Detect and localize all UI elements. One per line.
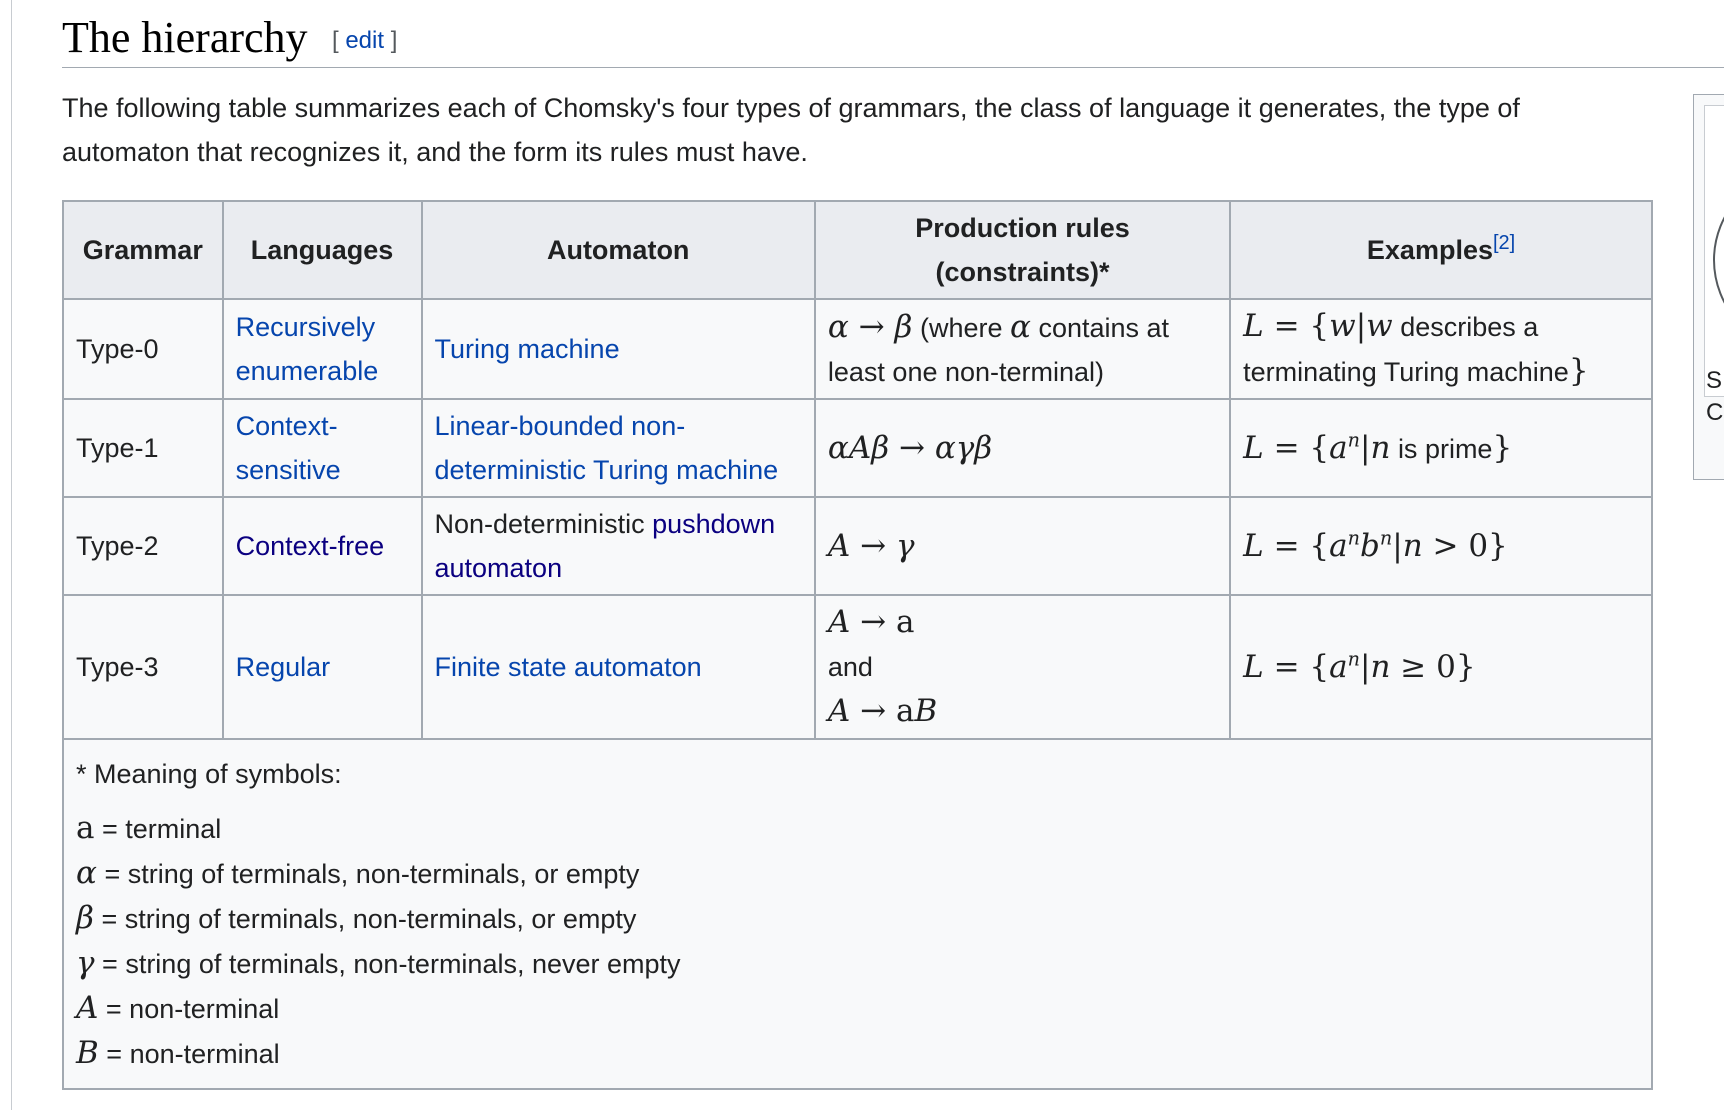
rule-math: αAβ → αγβ	[827, 429, 993, 466]
section-heading	[62, 12, 1724, 68]
sidebar-infobox	[1693, 94, 1724, 480]
legend-cell	[63, 739, 1652, 1089]
legend-item	[76, 896, 1639, 941]
grammar-cell: Type-1	[63, 399, 223, 497]
legend-item	[76, 941, 1639, 986]
chomsky-hierarchy-table	[62, 200, 1653, 1090]
symbol-a: a	[76, 810, 95, 846]
example-text: describes a terminating Turing machine	[1243, 312, 1569, 387]
example-cell	[1230, 399, 1652, 497]
rule-math-1: A → a	[827, 604, 915, 640]
reference-2-link[interactable]: [2]	[1492, 232, 1516, 254]
header-production-rules	[815, 201, 1230, 299]
automaton-link[interactable]: Linear-bounded non-deterministic Turing machine	[434, 411, 779, 485]
legend-title: * Meaning of symbols:	[76, 759, 342, 789]
legend-row	[63, 739, 1652, 1089]
venn-diagram-icon	[1713, 168, 1724, 352]
symbol-A: A	[76, 990, 99, 1026]
example-math-close: }	[1568, 353, 1589, 389]
rule-text-1: (where	[919, 312, 1003, 343]
example-cell	[1230, 299, 1652, 399]
language-link[interactable]: Recursively enumerable	[223, 299, 422, 399]
rule-text-2: contains at least one non-terminal)	[827, 312, 1170, 387]
automaton-cell	[422, 595, 815, 739]
grammar-cell: Type-3	[63, 595, 223, 739]
legend-item	[76, 806, 1639, 851]
automaton-link[interactable]: pushdown automaton	[434, 509, 776, 583]
rule-math-2: A → aB	[827, 693, 938, 729]
production-rule-cell	[815, 299, 1230, 399]
language-link[interactable]: Context-sensitive	[223, 399, 422, 497]
example-cell	[1230, 497, 1652, 595]
automaton-cell	[422, 497, 815, 595]
example-math-close: }	[1492, 429, 1513, 466]
table-row	[63, 497, 1652, 595]
rule-math: A → γ	[827, 527, 915, 564]
legend-text: = non-terminal	[105, 994, 280, 1024]
infobox-caption-1: S	[1706, 367, 1723, 394]
header-examples-label: Examples	[1366, 235, 1493, 265]
example-math-open: $L = \{a^n|n$	[1243, 428, 1391, 466]
production-rule-cell	[815, 497, 1230, 595]
header-languages: Languages	[223, 201, 422, 299]
header-examples	[1230, 201, 1652, 299]
language-link[interactable]: Context-free	[223, 497, 422, 595]
automaton-link[interactable]: Turing machine	[434, 334, 620, 364]
rule-math: α → β	[827, 308, 913, 345]
example-cell	[1230, 595, 1652, 739]
example-text: is prime	[1397, 433, 1493, 464]
symbol-gamma: γ	[76, 945, 95, 981]
automaton-link[interactable]: Finite state automaton	[434, 652, 702, 682]
edit-bracket-close: ]	[390, 27, 398, 54]
language-link[interactable]: Regular	[223, 595, 422, 739]
table-row	[63, 399, 1652, 497]
table-header-row	[63, 201, 1652, 299]
infobox-image[interactable]	[1704, 105, 1724, 397]
legend-text: = string of terminals, non-terminals, or empty	[101, 904, 637, 934]
legend-text: = string of terminals, non-terminals, never empty	[102, 949, 681, 979]
symbol-B: B	[76, 1035, 99, 1071]
grammar-cell: Type-0	[63, 299, 223, 399]
legend-item	[76, 986, 1639, 1031]
edit-link[interactable]: edit	[345, 27, 385, 54]
infobox-caption-2: C	[1706, 399, 1724, 426]
legend-item	[76, 1031, 1639, 1076]
example-math-open: L = {w|w	[1243, 308, 1393, 344]
symbol-beta: β	[76, 900, 94, 936]
intro-paragraph: The following table summarizes each of Chomsky's four types of grammars, the class of language it generates, the type of automaton that recognizes it, and the form its rules must have.	[62, 93, 1520, 167]
rule-and: and	[827, 652, 873, 682]
edit-bracket-open: [	[331, 27, 339, 54]
legend-text: = non-terminal	[106, 1039, 280, 1069]
header-automaton: Automaton	[422, 201, 815, 299]
legend-text: = string of terminals, non-terminals, or empty	[104, 859, 640, 889]
grammar-cell: Type-2	[63, 497, 223, 595]
example-math: $L = \{a^n|n \ge 0\}$	[1243, 647, 1476, 685]
header-grammar: Grammar	[63, 201, 223, 299]
automaton-cell	[422, 299, 815, 399]
left-border	[11, 0, 12, 1110]
section-title: The hierarchy	[62, 13, 308, 62]
legend-item	[76, 851, 1639, 896]
production-rule-cell	[815, 595, 1230, 739]
table-row	[63, 299, 1652, 399]
automaton-prefix: Non-deterministic	[434, 509, 645, 539]
table-row	[63, 595, 1652, 739]
header-rules-line-2: (constraints)*	[935, 257, 1110, 287]
automaton-cell	[422, 399, 815, 497]
symbol-alpha: α	[76, 855, 97, 891]
production-rule-cell	[815, 399, 1230, 497]
legend-text: = terminal	[102, 814, 222, 844]
header-rules-line-1: Production rules	[915, 213, 1130, 243]
example-math: $L = \{a^nb^n|n > 0\}$	[1243, 526, 1508, 564]
alpha-symbol: α	[1010, 308, 1031, 345]
edit-section	[332, 27, 397, 54]
